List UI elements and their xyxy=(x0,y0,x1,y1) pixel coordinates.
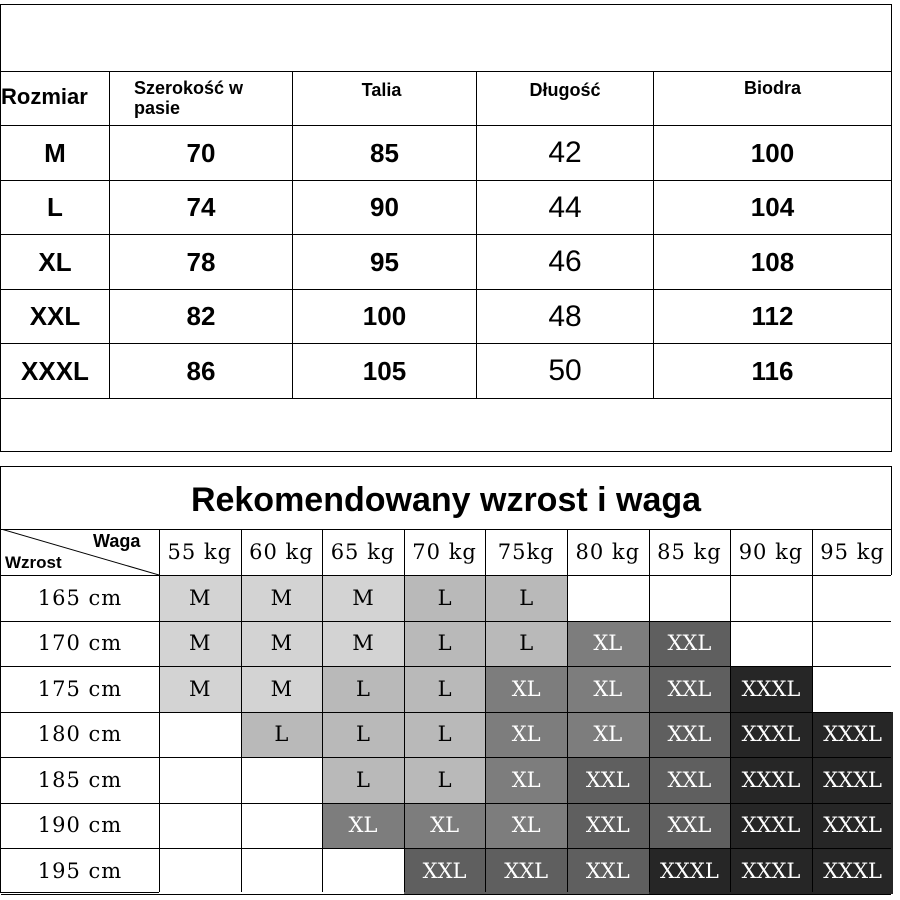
header-size-label: Rozmiar xyxy=(1,84,88,109)
height-row-label: 170 cm xyxy=(37,631,123,656)
header-waist xyxy=(292,72,476,126)
grid-line xyxy=(730,529,731,892)
size-recommendation-cell: M xyxy=(241,666,323,712)
size-recommendation-cell xyxy=(159,712,241,758)
size-recommendation-cell xyxy=(322,848,404,894)
size-recommendation-cell: XXL xyxy=(567,757,649,803)
hips-cell: 104 xyxy=(653,181,891,235)
size-recommendation-cell: XXXL xyxy=(730,666,812,712)
size-recommendation-cell: XXXL xyxy=(730,757,812,803)
size-recommendation-cell: XXXL xyxy=(812,712,894,758)
grid-line xyxy=(567,529,568,892)
grid-line xyxy=(404,529,405,892)
height-row-label: 190 cm xyxy=(37,813,123,838)
size-recommendation-cell: M xyxy=(322,621,404,667)
size-recommendation-cell: L xyxy=(322,712,404,758)
grid-line xyxy=(1,712,891,713)
size-recommendation-cell: XXL xyxy=(567,848,649,894)
size-recommendation-cell: XL xyxy=(485,712,567,758)
size-cell: XXXL xyxy=(21,355,89,386)
size-recommendation-cell: XXL xyxy=(649,621,731,667)
size-recommendation-cell: M xyxy=(159,575,241,621)
header-length-label: Długość xyxy=(529,80,601,100)
size-recommendation-cell: XXXL xyxy=(812,848,894,894)
recommendation-title: Rekomendowany wzrost i waga xyxy=(190,481,702,519)
size-table-header-row xyxy=(1,71,891,126)
size-recommendation-cell xyxy=(159,848,241,894)
grid-line xyxy=(159,529,160,892)
grid-line xyxy=(322,529,323,892)
weight-header-cell: 80 kg xyxy=(575,540,641,564)
size-recommendation-cell: M xyxy=(159,621,241,667)
grid-line xyxy=(485,529,486,892)
waist-width-cell: 74 xyxy=(109,181,292,235)
size-recommendation-cell xyxy=(649,575,731,621)
hips-cell: 100 xyxy=(653,126,891,180)
height-row-label: 165 cm xyxy=(37,585,123,610)
size-cell: XXL xyxy=(29,301,81,332)
weight-header-cell: 95 kg xyxy=(820,540,885,564)
size-recommendation-cell: XXL xyxy=(485,848,567,894)
grid-line xyxy=(1,803,891,804)
grid-line xyxy=(1,757,891,758)
size-recommendation-cell: M xyxy=(241,621,323,667)
size-recommendation-cell: XL xyxy=(567,712,649,758)
grid-line xyxy=(1,666,891,667)
size-table-row xyxy=(1,234,891,289)
size-recommendation-cell: L xyxy=(404,575,486,621)
size-recommendation-cell xyxy=(730,621,812,667)
size-recommendation-cell: XL xyxy=(485,757,567,803)
hips-cell: 116 xyxy=(653,344,891,398)
waist-cell: 85 xyxy=(292,126,476,180)
weight-header-cell: 90 kg xyxy=(738,540,804,564)
weight-axis-label: Waga xyxy=(93,531,141,551)
weight-header-cell: 85 kg xyxy=(657,540,722,564)
length-cell: 46 xyxy=(476,235,653,289)
length-cell: 42 xyxy=(476,126,653,180)
waist-width-cell: 78 xyxy=(109,235,292,289)
waist-width-cell: 86 xyxy=(109,344,292,398)
size-recommendation-cell: XXL xyxy=(649,757,731,803)
size-recommendation-cell: L xyxy=(404,757,486,803)
header-waist-width-label: Szerokość w pasie xyxy=(134,78,244,118)
grid-line xyxy=(1,848,891,849)
size-recommendation-cell: XXL xyxy=(567,803,649,849)
size-recommendation-cell: L xyxy=(404,712,486,758)
size-recommendation-cell: XL xyxy=(567,666,649,712)
size-table-footer-row xyxy=(1,398,891,453)
waist-cell: 105 xyxy=(292,344,476,398)
size-recommendation-cell: XXL xyxy=(404,848,486,894)
size-recommendation-cell: M xyxy=(159,666,241,712)
header-hips-label: Biodra xyxy=(743,78,801,98)
size-recommendation-cell: XL xyxy=(485,666,567,712)
size-recommendation-cell xyxy=(812,575,894,621)
size-cell: XL xyxy=(38,246,72,277)
size-recommendation-cell: XXL xyxy=(649,803,731,849)
size-cell: M xyxy=(44,137,66,168)
size-recommendation-cell: M xyxy=(322,575,404,621)
grid-line xyxy=(812,529,813,892)
waist-cell: 100 xyxy=(292,290,476,344)
size-recommendation-cell xyxy=(812,666,894,712)
weight-header-cell: 55 kg xyxy=(167,540,233,564)
grid-line xyxy=(649,529,650,892)
weight-header-cell: 70 kg xyxy=(412,540,477,564)
waist-width-cell: 82 xyxy=(109,290,292,344)
size-recommendation-cell: L xyxy=(485,621,567,667)
grid-line xyxy=(1,621,891,622)
size-recommendation-cell xyxy=(730,575,812,621)
size-recommendation-cell: L xyxy=(404,621,486,667)
header-length xyxy=(476,72,653,126)
size-recommendation-cell: L xyxy=(241,712,323,758)
size-recommendation-cell: XL xyxy=(322,803,404,849)
size-recommendation-cell: L xyxy=(322,666,404,712)
size-table-row xyxy=(1,125,891,180)
waist-width-cell: 70 xyxy=(109,126,292,180)
size-recommendation-cell xyxy=(159,757,241,803)
height-row-label: 195 cm xyxy=(37,858,123,883)
grid-line xyxy=(1,894,891,895)
header-waist-width xyxy=(109,72,292,126)
size-table-row xyxy=(1,343,891,398)
height-row-label: 185 cm xyxy=(37,767,123,792)
header-size xyxy=(1,72,109,126)
header-waist-label: Talia xyxy=(361,80,402,100)
header-hips xyxy=(653,72,891,126)
recommendation-table xyxy=(0,466,892,893)
weight-header-cell: 75kg xyxy=(497,540,555,564)
length-cell: 48 xyxy=(476,290,653,344)
height-axis-label: Wzrost xyxy=(5,553,62,572)
size-recommendation-cell: XL xyxy=(485,803,567,849)
size-recommendation-cell xyxy=(241,803,323,849)
size-table-row xyxy=(1,289,891,344)
hips-cell: 112 xyxy=(653,290,891,344)
size-recommendation-cell: XL xyxy=(404,803,486,849)
grid-line xyxy=(1,575,891,576)
height-row-label: 175 cm xyxy=(37,676,123,701)
size-table-row xyxy=(1,180,891,235)
size-recommendation-cell: M xyxy=(241,575,323,621)
height-row-label: 180 cm xyxy=(37,722,123,747)
size-recommendation-cell: XXXL xyxy=(649,848,731,894)
size-recommendation-cell: XXXL xyxy=(730,712,812,758)
size-recommendation-cell xyxy=(241,848,323,894)
size-recommendation-cell: XXL xyxy=(649,666,731,712)
size-recommendation-cell: XXXL xyxy=(812,803,894,849)
weight-header-cell: 65 kg xyxy=(330,540,396,564)
weight-header-cell: 60 kg xyxy=(249,540,314,564)
length-cell: 50 xyxy=(476,344,653,398)
size-recommendation-cell xyxy=(567,575,649,621)
size-recommendation-cell xyxy=(159,803,241,849)
size-recommendation-cell: XXL xyxy=(649,712,731,758)
size-recommendation-cell xyxy=(812,621,894,667)
length-cell: 44 xyxy=(476,181,653,235)
size-recommendation-cell: XL xyxy=(567,621,649,667)
size-recommendation-cell: L xyxy=(404,666,486,712)
waist-cell: 90 xyxy=(292,181,476,235)
size-recommendation-cell: XXXL xyxy=(812,757,894,803)
size-table xyxy=(0,4,892,452)
grid-line xyxy=(241,529,242,892)
waist-cell: 95 xyxy=(292,235,476,289)
size-recommendation-cell: L xyxy=(485,575,567,621)
size-recommendation-cell xyxy=(241,757,323,803)
size-recommendation-cell: XXXL xyxy=(730,803,812,849)
size-recommendation-cell: XXXL xyxy=(730,848,812,894)
size-recommendation-cell: L xyxy=(322,757,404,803)
size-cell: L xyxy=(47,192,63,223)
hips-cell: 108 xyxy=(653,235,891,289)
